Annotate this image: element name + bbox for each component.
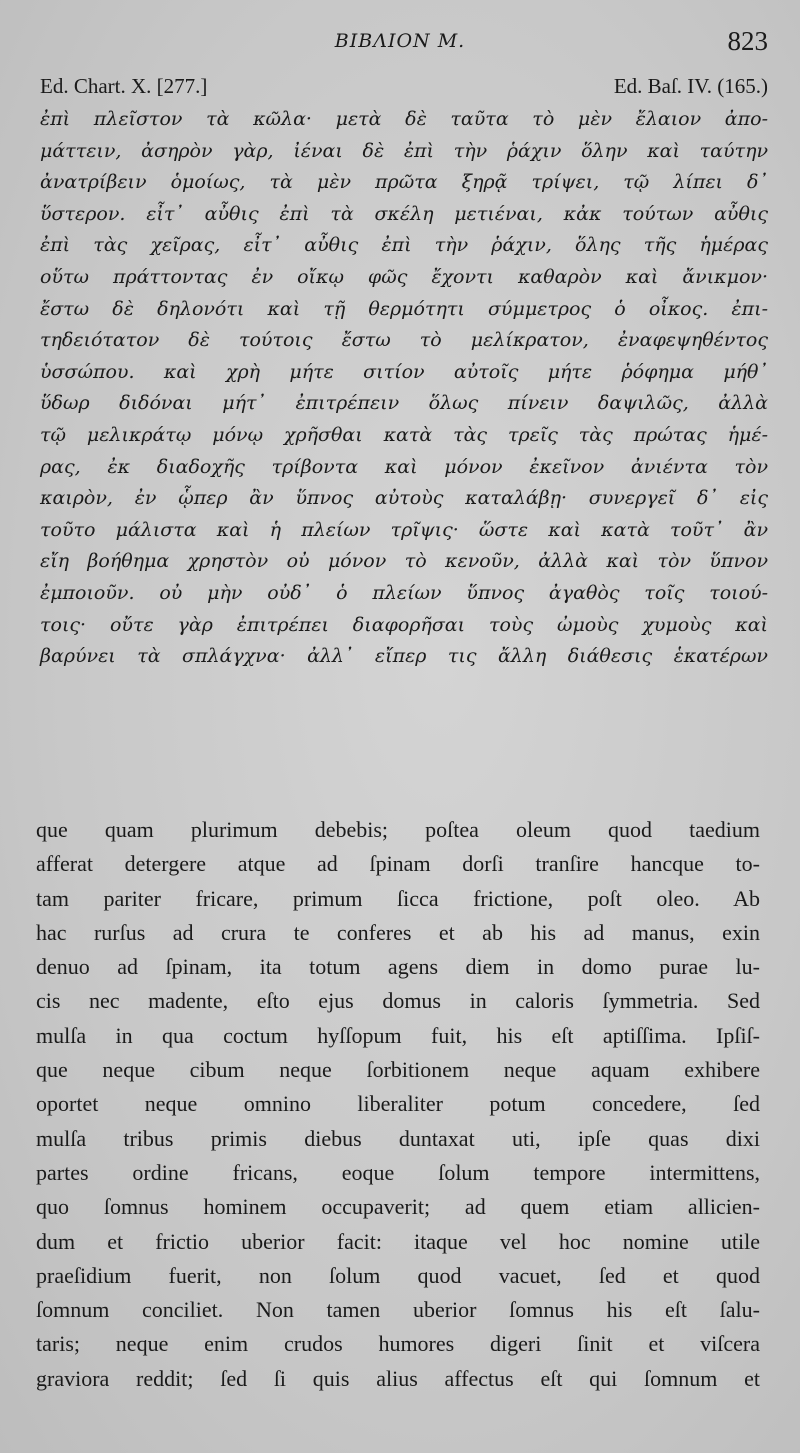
- running-title: ΒΙΒΛΙΟΝ Μ.: [334, 30, 466, 52]
- latin-line: denuo ad ſpinam, ita totum agens diem in domo purae lu-: [36, 954, 760, 980]
- greek-line: ὕδωρ διδόναι μήτ᾽ ἐπιτρέπειν ὅλως πίνειν δαψιλῶς, ἀλλὰ: [40, 392, 768, 415]
- latin-line: praeſidium fuerit, non ſolum quod vacuet, ſed et quod: [36, 1262, 760, 1288]
- latin-line: hac rurſus ad crura te conferes et ab his ad manus, exin: [36, 919, 760, 945]
- greek-line: τοις· οὔτε γὰρ ἐπιτρέπει διαφορῆσαι τοὺς ὠμοὺς χυμοὺς καὶ: [40, 613, 768, 636]
- latin-line: tam pariter fricare, primum ſicca frictione, poſt oleo. Ab: [36, 885, 760, 911]
- greek-line: ἐπὶ πλεῖστον τὰ κῶλα· μετὰ δὲ ταῦτα τὸ μὲν ἔλαιον ἀπο-: [40, 108, 768, 130]
- latin-line: oportet neque omnino liberaliter potum concedere, ſed: [36, 1091, 760, 1117]
- latin-line: mulſa in qua coctum hyſſopum fuit, his eſt aptiſſima. Ipſiſ-: [36, 1022, 760, 1048]
- page-number: 823: [727, 26, 768, 56]
- greek-text-block: [40, 104, 768, 673]
- latin-line: quo ſomnus hominem occupaverit; ad quem etiam allicien-: [36, 1194, 760, 1220]
- latin-line: mulſa tribus primis diebus duntaxat uti, ipſe quas dixi: [36, 1125, 760, 1151]
- greek-line: τοῦτο μάλιστα καὶ ἡ πλείων τρῖψις· ὥστε καὶ κατὰ τοῦτ᾽ ἂν: [40, 518, 768, 541]
- latin-line: que neque cibum neque ſorbitionem neque aquam exhibere: [36, 1057, 760, 1083]
- latin-line: taris; neque enim crudos humores digeri ſinit et viſcera: [36, 1331, 760, 1357]
- page-header: [0, 26, 800, 60]
- greek-line: οὕτω πράττοντας ἐν οἴκῳ φῶς ἔχοντι καθαρὸν καὶ ἄνικμον·: [40, 265, 768, 288]
- latin-line: dum et frictio uberior facit: itaque vel hoc nomine utile: [36, 1228, 760, 1254]
- latin-line: afferat detergere atque ad ſpinam dorſi tranſire hancque to-: [36, 851, 760, 877]
- edition-reference-basel: Ed. Baſ. IV. (165.): [613, 74, 768, 98]
- edition-reference-chartier: Ed. Chart. X. [277.]: [40, 74, 208, 98]
- greek-line: ὕστερον. εἶτ᾽ αὖθις ἐπὶ τὰ σκέλη μετιέναι, κἀκ τούτων αὖθις: [40, 202, 768, 225]
- greek-line: ρας, ἐκ διαδοχῆς τρίβοντα καὶ μόνον ἐκεῖνον ἀνιέντα τὸν: [40, 455, 768, 478]
- greek-line: ὑσσώπου. καὶ χρὴ μήτε σιτίον αὐτοῖς μήτε ῥόφημα μήθ᾽: [40, 360, 768, 383]
- greek-line: καιρὸν, ἐν ᾧπερ ἂν ὕπνος αὐτοὺς καταλάβῃ· συνεργεῖ δ᾽ εἰς: [40, 487, 768, 510]
- latin-line: partes ordine fricans, eoque ſolum tempore intermittens,: [36, 1159, 760, 1185]
- latin-line: que quam plurimum debebis; poſtea oleum quod taedium: [36, 817, 760, 842]
- latin-line: ſomnum conciliet. Non tamen uberior ſomnus his eſt ſalu-: [36, 1297, 760, 1323]
- greek-line: ἐπὶ τὰς χεῖρας, εἶτ᾽ αὖθις ἐπὶ τὴν ῥάχιν, ὅλης τῆς ἡμέρας: [40, 234, 768, 257]
- greek-line: μάττειν, ἀσηρὸν γὰρ, ἰέναι δὲ ἐπὶ τὴν ῥάχιν ὅλην καὶ ταύτην: [40, 139, 768, 162]
- greek-line: ἔστω δὲ δηλονότι καὶ τῇ θερμότητι σύμμετρος ὁ οἶκος. ἐπι-: [40, 297, 768, 320]
- edition-reference-line: [0, 74, 800, 104]
- greek-line: βαρύνει τὰ σπλάγχνα· ἀλλ᾽ εἴπερ τις ἄλλη διάθεσις ἑκατέρων: [40, 645, 768, 668]
- latin-line: graviora reddit; ſed ſi quis alius affectus eſt qui ſomnum et: [36, 1365, 760, 1391]
- greek-line: ἐμποιοῦν. οὐ μὴν οὐδ᾽ ὁ πλείων ὕπνος ἀγαθὸς τοῖς τοιού-: [40, 581, 768, 604]
- greek-line: τηδειότατον δὲ τούτοις ἔστω τὸ μελίκρατον, ἐναφεψηθέντος: [40, 329, 768, 352]
- greek-line: τῷ μελικράτῳ μόνῳ χρῆσθαι κατὰ τὰς τρεῖς τὰς πρώτας ἡμέ-: [40, 423, 768, 446]
- latin-text-block: [36, 813, 760, 1396]
- latin-line: cis nec madente, eſto ejus domus in caloris ſymmetria. Sed: [36, 988, 760, 1014]
- greek-line: εἴη βοήθημα χρηστὸν οὐ μόνον τὸ κενοῦν, ἀλλὰ καὶ τὸν ὕπνον: [40, 550, 768, 573]
- greek-line: ἀνατρίβειν ὁμοίως, τὰ μὲν πρῶτα ξηρᾷ τρίψει, τῷ λίπει δ᾽: [40, 171, 768, 194]
